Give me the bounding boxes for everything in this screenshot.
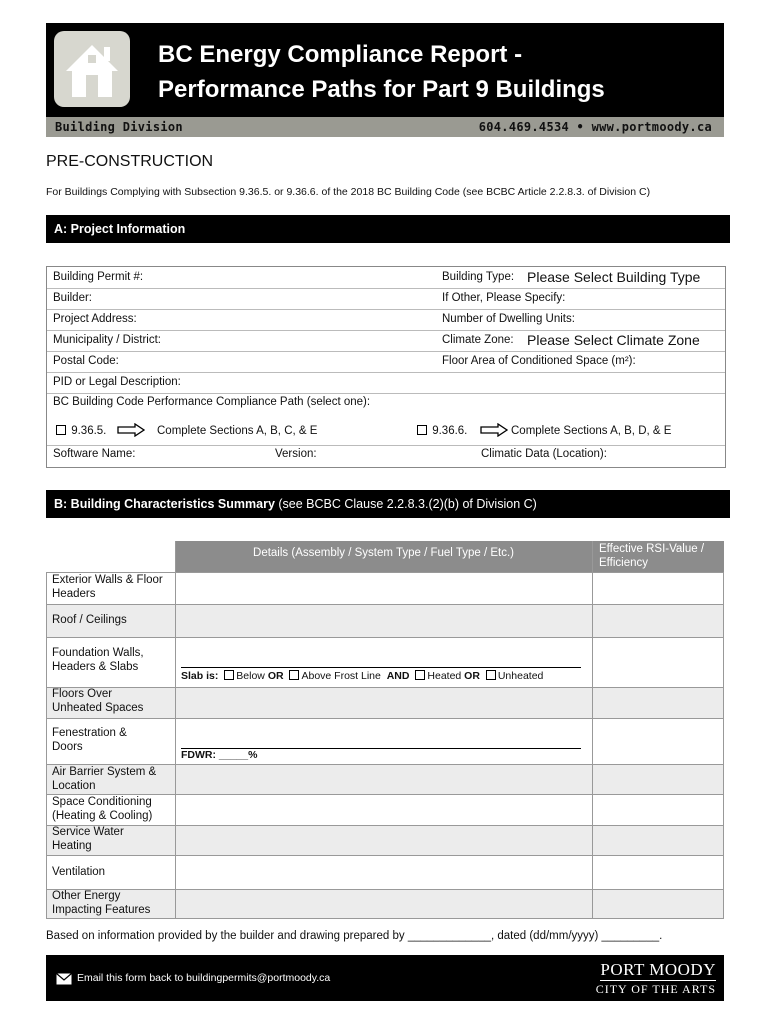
field-version[interactable]: Version: bbox=[275, 448, 317, 460]
field-software-name[interactable]: Software Name: bbox=[53, 448, 136, 460]
report-title-line-1: BC Energy Compliance Report - bbox=[158, 41, 523, 68]
slab-unheated-checkbox[interactable] bbox=[486, 670, 496, 680]
option-9366[interactable] bbox=[414, 425, 467, 437]
section-b-title-rest: (see BCBC Clause 2.2.8.3.(2)(b) of Division C) bbox=[274, 497, 537, 511]
slab-heated-checkbox[interactable] bbox=[415, 670, 425, 680]
option-9366-text: Complete Sections A, B, D, & E bbox=[511, 425, 672, 437]
field-other-specify[interactable]: If Other, Please Specify: bbox=[442, 292, 566, 304]
arrow-right-icon bbox=[117, 423, 145, 442]
slab-above: Above Frost Line bbox=[301, 670, 381, 682]
arrow-right-icon bbox=[480, 423, 508, 442]
details-column-label: Details (Assembly / System Type / Fuel Type / Etc.) bbox=[253, 547, 514, 559]
brand-name: PORT MOODY bbox=[600, 960, 716, 979]
page-heading: PRE-CONSTRUCTION bbox=[46, 153, 214, 170]
option-9365-checkbox[interactable] bbox=[56, 425, 66, 435]
building-type-select[interactable]: Please Select Building Type bbox=[527, 269, 701, 285]
division-bar bbox=[46, 117, 724, 137]
building-characteristics-table bbox=[46, 541, 724, 919]
row-space-conditioning: Space Conditioning (Heating & Cooling) bbox=[52, 796, 153, 822]
slab-or-1: OR bbox=[267, 670, 284, 682]
row-roof-ceilings: Roof / Ceilings bbox=[52, 614, 127, 626]
field-municipality[interactable]: Municipality / District: bbox=[53, 334, 161, 346]
option-9366-checkbox[interactable] bbox=[417, 425, 427, 435]
slab-unheated: Unheated bbox=[497, 670, 544, 682]
slab-heated: Heated bbox=[427, 670, 462, 682]
compliance-path-label: BC Building Code Performance Compliance Path (select one): bbox=[53, 396, 371, 408]
footer-bar bbox=[46, 955, 724, 1001]
field-builder[interactable]: Builder: bbox=[53, 292, 92, 304]
rsi-column-header bbox=[593, 541, 724, 572]
section-b-title bbox=[54, 497, 537, 511]
row-service-water: Service Water Heating bbox=[52, 826, 124, 852]
house-logo-icon bbox=[54, 31, 130, 107]
option-9365[interactable] bbox=[53, 425, 106, 437]
row-fenestration: Fenestration & Doors bbox=[52, 727, 127, 753]
row-exterior-walls: Exterior Walls & Floor Headers bbox=[52, 574, 163, 600]
field-floor-area[interactable]: Floor Area of Conditioned Space (m²): bbox=[442, 355, 636, 367]
intro-text: For Buildings Complying with Subsection 9.36.5. or 9.36.6. of the 2018 BC Building Code (see BCBC Article 2.2.8.3. of Division C) bbox=[46, 186, 651, 198]
section-b-header bbox=[46, 490, 730, 518]
email-link[interactable]: Email this form back to buildingpermits@portmoody.ca bbox=[77, 972, 331, 984]
slab-options bbox=[181, 670, 543, 682]
section-b-title-bold: B: Building Characteristics Summary bbox=[54, 497, 275, 511]
option-9365-text: Complete Sections A, B, C, & E bbox=[157, 425, 318, 437]
envelope-icon bbox=[56, 972, 72, 990]
field-building-type-label: Building Type: bbox=[442, 271, 515, 283]
division-label: Building Division bbox=[55, 120, 183, 134]
climate-zone-select[interactable]: Please Select Climate Zone bbox=[527, 332, 700, 348]
field-climate-zone-label: Climate Zone: bbox=[442, 334, 514, 346]
section-a-title: A: Project Information bbox=[54, 222, 186, 236]
field-project-address[interactable]: Project Address: bbox=[53, 313, 137, 325]
slab-below-checkbox[interactable] bbox=[224, 670, 234, 680]
option-9366-code: 9.36.6. bbox=[432, 425, 468, 437]
slab-above-checkbox[interactable] bbox=[289, 670, 299, 680]
row-other-energy: Other Energy Impacting Features bbox=[52, 890, 151, 916]
field-climatic-data[interactable]: Climatic Data (Location): bbox=[481, 448, 607, 460]
field-pid[interactable]: PID or Legal Description: bbox=[53, 376, 181, 388]
slab-and: AND bbox=[386, 670, 410, 682]
project-info-table bbox=[46, 266, 726, 468]
field-dwelling-units[interactable]: Number of Dwelling Units: bbox=[442, 313, 575, 325]
row-air-barrier: Air Barrier System & Location bbox=[52, 766, 157, 792]
prepared-by-statement: Based on information provided by the builder and drawing prepared by _____________, dated (dd/mm/yyyy) _________. bbox=[46, 930, 663, 942]
row-ventilation: Ventilation bbox=[52, 866, 106, 878]
report-title-line-2: Performance Paths for Part 9 Buildings bbox=[158, 76, 605, 103]
brand-tagline: CITY OF THE ARTS bbox=[595, 982, 716, 996]
section-a-header bbox=[46, 215, 730, 243]
slab-label: Slab is: bbox=[181, 670, 219, 682]
slab-below: Below bbox=[236, 670, 265, 682]
field-building-permit[interactable]: Building Permit #: bbox=[53, 271, 144, 283]
row-foundation: Foundation Walls, Headers & Slabs bbox=[52, 647, 144, 673]
option-9365-code: 9.36.5. bbox=[71, 425, 107, 437]
field-postal-code[interactable]: Postal Code: bbox=[53, 355, 119, 367]
rsi-column-label: Effective RSI-Value / Efficiency bbox=[599, 543, 705, 569]
details-column-header bbox=[175, 541, 592, 572]
contact-info: 604.469.4534 • www.portmoody.ca bbox=[478, 120, 712, 134]
fdwr-field[interactable]: FDWR: _____% bbox=[181, 749, 258, 761]
row-floors-over-unheated: Floors Over Unheated Spaces bbox=[52, 688, 144, 714]
slab-or-2: OR bbox=[464, 670, 480, 682]
